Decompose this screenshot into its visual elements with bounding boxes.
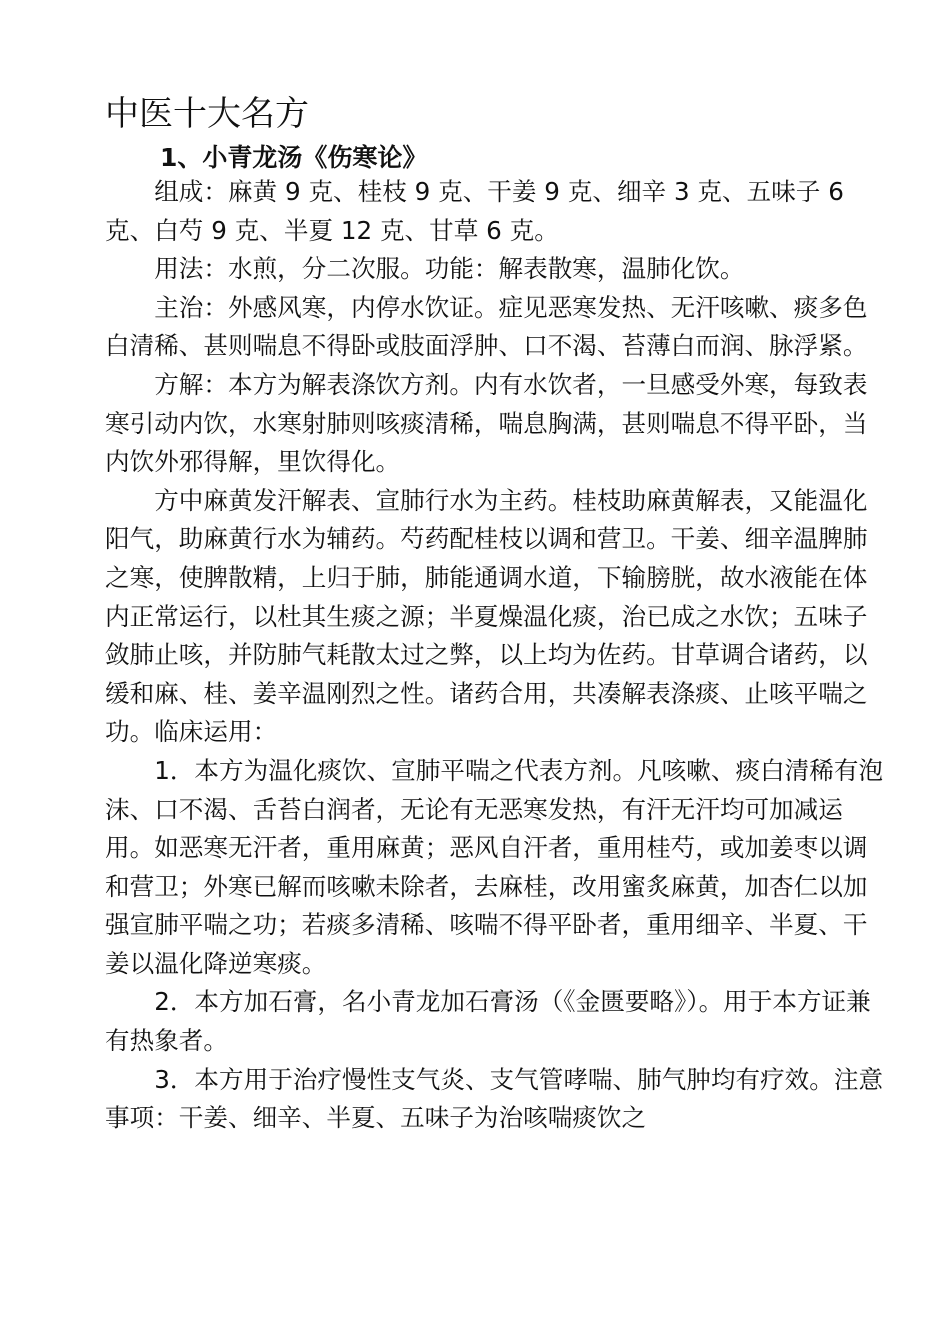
paragraph-clinical-use-1: 1．本方为温化痰饮、宣肺平喘之代表方剂。凡咳嗽、痰白清稀有泡沫、口不渴、舌苔白润者，无论有无恶寒发热，有汗无汗均可加减运用。如恶寒无汗者，重用麻黄；恶风自汗者，重用桂芍，或加姜枣以调和营卫；外寒已解而咳嗽未除者，去麻桂，改用蜜炙麻黄，加杏仁以加强宣肺平喘之功；若痰多清稀、咳喘不得平卧者，重用细辛、半夏、干姜以温化降逆寒痰。 <box>105 755 884 978</box>
paragraph-formula-explanation: 方中麻黄发汗解表、宣肺行水为主药。桂枝助麻黄解表，又能温化阳气，助麻黄行水为辅药。芍药配桂枝以调和营卫。干姜、细辛温脾肺之寒，使脾散精，上归于肺，肺能通调水道，下输膀胱，故水液能在体内正常运行，以杜其生痰之源；半夏燥温化痰，治已成之水饮；五味子敛肺止咳，并防肺气耗散太过之弊，以上均为佐药。甘草调合诸药，以缓和麻、桂、姜辛温刚烈之性。诸药合用，共凑解表涤痰、止咳平喘之功。临床运用： <box>105 485 868 747</box>
paragraph-composition: 组成：麻黄 9 克、桂枝 9 克、干姜 9 克、细辛 3 克、五味子 6 克、白芍 9 克、半夏 12 克、甘草 6 克。 <box>105 177 844 245</box>
document-title: 中医十大名方 <box>105 94 309 134</box>
paragraph-usage: 用法：水煎，分二次服。功能：解表散寒，温肺化饮。 <box>154 254 745 284</box>
section-heading: 1、小青龙汤《伤寒论》 <box>160 143 428 172</box>
paragraph-clinical-use-2: 2．本方加石膏，名小青龙加石膏汤（《金匮要略》）。用于本方证兼有热象者。 <box>105 987 871 1056</box>
paragraph-formula-analysis: 方解：本方为解表涤饮方剂。内有水饮者，一旦感受外寒，每致表寒引动内饮，水寒射肺则咳痰清稀，喘息胸满，甚则喘息不得平卧，当内饮外邪得解，里饮得化。 <box>105 369 868 477</box>
paragraph-clinical-use-3: 3．本方用于治疗慢性支气炎、支气管哮喘、肺气肿均有疗效。注意事项：干姜、细辛、半夏、五味子为治咳喘痰饮之 <box>105 1064 884 1133</box>
paragraph-indications: 主治：外感风寒，内停水饮证。症见恶寒发热、无汗咳嗽、痰多色白清稀、甚则喘息不得卧或肢面浮肿、口不渴、苔薄白而润、脉浮紧。 <box>105 292 868 361</box>
document-body <box>105 173 885 1138</box>
